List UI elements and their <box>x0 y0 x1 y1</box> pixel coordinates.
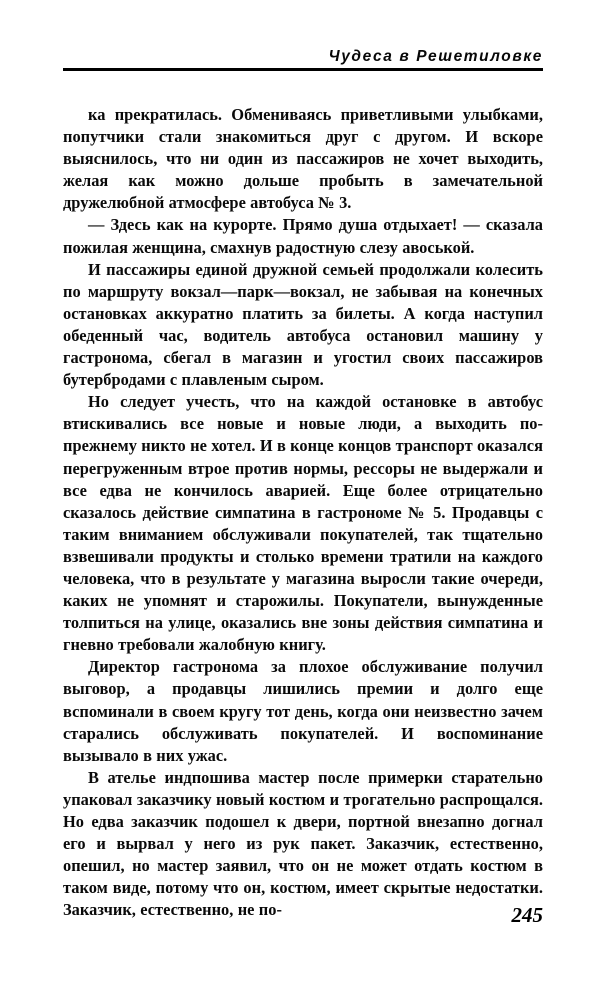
page-header <box>63 48 543 71</box>
body-text-column <box>63 104 543 921</box>
header-divider-rule <box>63 68 543 71</box>
paragraph: В ателье индпошива мастер после примерки старательно упаковал заказчику новый костюм и трогательно распрощался. Но едва заказчик подошел к двери, портной внезапно догнал его и вырвал у него из рук пакет. Заказчик, естественно, опешил, но мастер заявил, что он не может отдать костюм в таком виде, потому что он, костюм, имеет скрытые недостатки. Заказчик, естественно, не по- <box>63 767 543 920</box>
page-number: 245 <box>511 903 543 927</box>
paragraph: ка прекратилась. Обмениваясь приветливыми улыбками, попутчики стали знакомиться друг с другом. И вскоре выяснилось, что ни один из пассажиров не хочет выходить, желая как можно дольше пробыть в замечательной дружелюбной атмосфере автобуса № 3. <box>63 105 543 213</box>
paragraph: — Здесь как на курорте. Прямо душа отдыхает! — сказала пожилая женщина, смахнув радостную слезу авоськой. <box>63 215 543 257</box>
page-footer <box>63 905 543 926</box>
paragraph: Но следует учесть, что на каждой остановке в автобус втискивались все новые и новые люди, а выходить по-прежнему никто не хотел. И в конце концов транспорт оказался перегруженным втрое против нормы, рессоры не выдержали и все едва не кончилось аварией. Еще более отрицательно сказалось действие симпатина в гастрономе № 5. Продавцы с таким вниманием обслуживали покупателей, так тщательно взвешивали продукты и столько времени тратили на каждого человека, что в результате у магазина выросли такие очереди, каких не упомнят и старожилы. Покупатели, вынужденные толпиться на улице, оказались вне зоны действия симпатина и гневно требовали жалобную книгу. <box>63 392 543 655</box>
paragraph: Директор гастронома за плохое обслуживание получил выговор, а продавцы лишились премии и долго еще вспоминали в своем кругу тот день, когда они неизвестно зачем старались обслуживать покупателей. И воспоминание вызывало в них ужас. <box>63 657 543 765</box>
paragraph: И пассажиры единой дружной семьей продолжали колесить по маршруту вокзал—парк—вокзал, не забывая на конечных остановках аккуратно платить за билеты. А когда наступил обеденный час, водитель автобуса остановил машину у гастронома, сбегал в магазин и угостил своих пассажиров бутербродами с плавленым сыром. <box>63 259 543 390</box>
running-head-title: Чудеса в Решетиловке <box>328 48 543 65</box>
